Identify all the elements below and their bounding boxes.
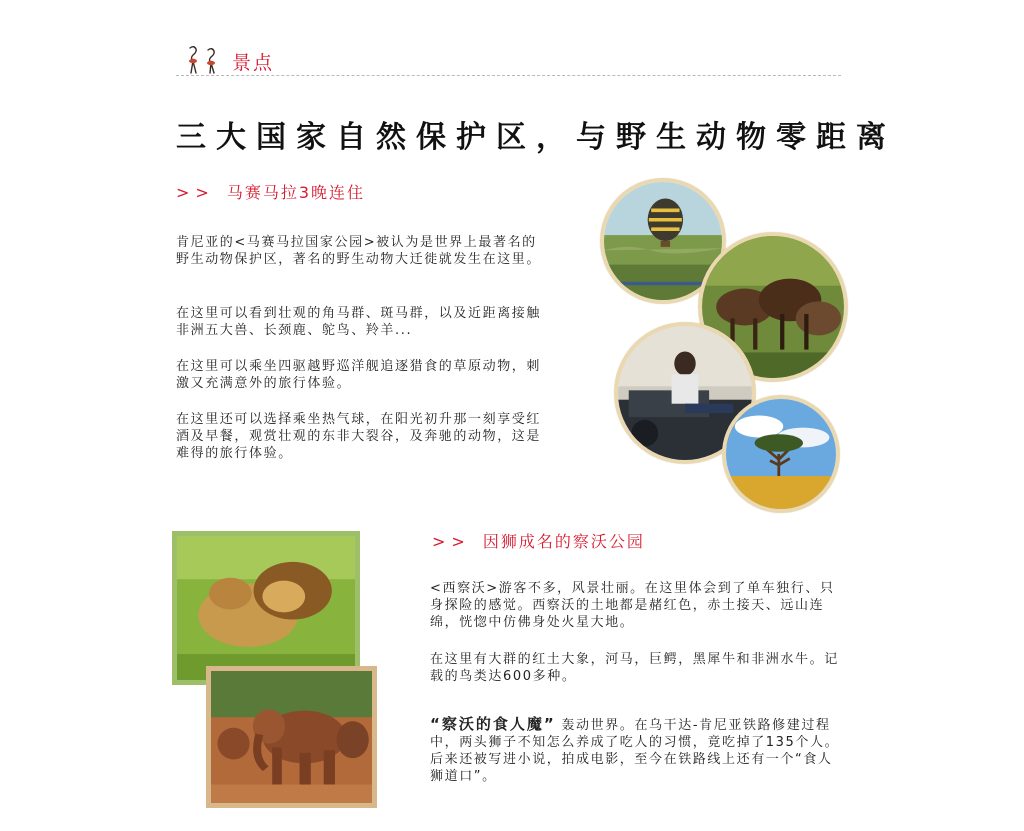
- section-header: [176, 42, 841, 76]
- tsavo-paragraph-2: 在这里有大群的红土大象，河马，巨鳄，黑犀牛和非洲水牛。记载的鸟类达600多种。: [430, 652, 839, 684]
- tsavo-title: 因狮成名的察沃公园: [482, 532, 645, 551]
- section-title: 景点: [232, 52, 275, 74]
- masai-heading: [176, 180, 365, 203]
- arrow-icon: >>: [176, 183, 215, 202]
- man-eaters-text: 轰动世界。在乌干达-肯尼亚铁路修建过程中，两头狮子不知怎么养成了吃人的习惯，竟吃掉了135个人。后来还被写进小说，拍成电影，至今在铁路线上还有一个“食人狮道口”。: [430, 718, 840, 784]
- man-eaters-title: “察沃的食人魔”: [430, 715, 556, 733]
- masai-paragraph-1: 肯尼亚的<马赛马拉国家公园>被认为是世界上最著名的野生动物保护区，著名的野生动物大迁徙就发生在这里。: [176, 235, 542, 267]
- masai-title: 马赛马拉3晚连住: [226, 183, 365, 202]
- masai-paragraph-2: 在这里可以看到壮观的角马群、斑马群，以及近距离接触非洲五大兽、长颈鹿、鸵鸟、羚羊...: [176, 306, 542, 338]
- elephants-photo: [206, 666, 377, 808]
- tsavo-paragraph-3: [430, 716, 845, 785]
- masai-paragraph-4: 在这里还可以选择乘坐热气球，在阳光初升那一刻享受红酒及早餐，观赏壮观的东非大裂谷，及奔驰的动物，这是难得的旅行体验。: [176, 412, 542, 461]
- flamingo-icon: [180, 44, 228, 74]
- lions-photo: [172, 531, 360, 685]
- arrow-icon: >>: [432, 532, 471, 551]
- tsavo-heading: [432, 529, 645, 552]
- tsavo-paragraph-1: <西察沃>游客不多，风景壮丽。在这里体会到了单车独行、只身探险的感觉。西察沃的土地都是赭红色，赤土接天、远山连绵，恍惚中仿佛身处火星大地。: [430, 581, 835, 630]
- tree-landscape-photo: [722, 395, 840, 513]
- masai-paragraph-3: 在这里可以乘坐四驱越野巡洋舰追逐猎食的草原动物，刺激又充满意外的旅行体验。: [176, 359, 542, 391]
- dashed-divider: [176, 75, 841, 76]
- page-headline: 三大国家自然保护区，与野生动物零距离: [176, 120, 896, 155]
